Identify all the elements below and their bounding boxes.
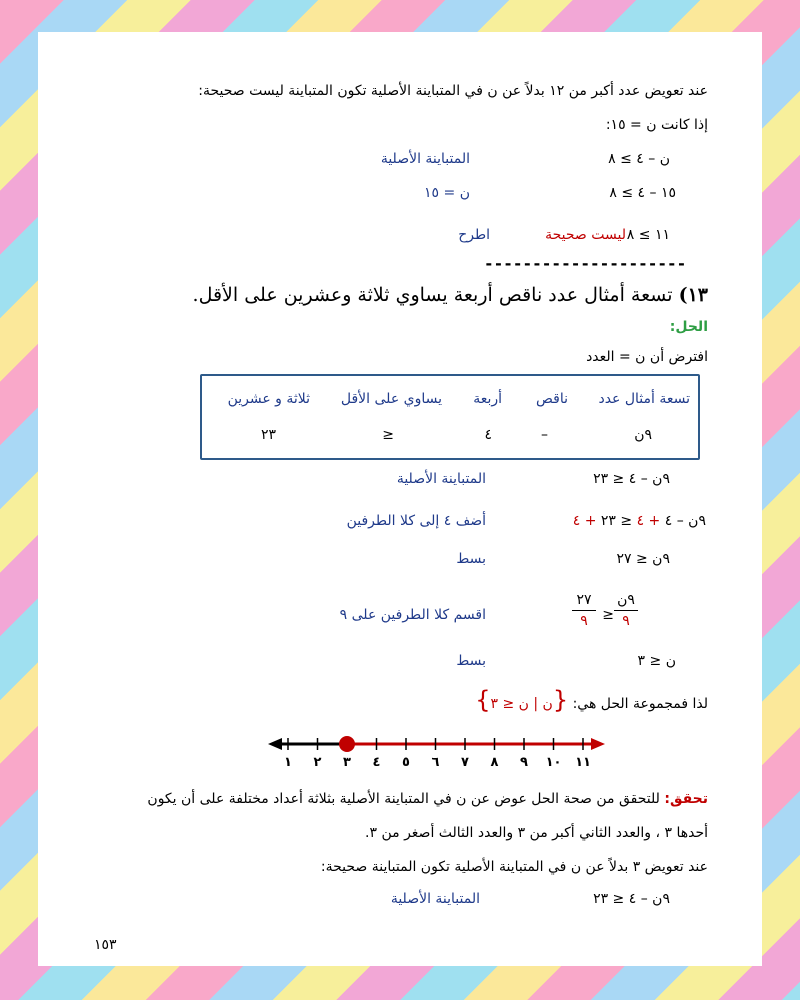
- number-line-tick-label: ١١: [575, 755, 591, 770]
- step5-left: ن ≤ ٣: [637, 653, 676, 669]
- step2-part-b: ≤ ٢٣: [600, 513, 633, 529]
- step2-add-left: + ٤: [636, 513, 661, 529]
- question-13: [193, 286, 708, 305]
- table-symbol-1: ٩ن: [634, 427, 652, 443]
- table-header-4: يساوي على الأقل: [340, 391, 442, 407]
- page: [38, 32, 762, 966]
- solution-set-value: ن | ن ≤ ٣: [490, 696, 553, 712]
- step3-right: بسط: [456, 551, 486, 567]
- number-line-tick-label: ٥: [402, 755, 410, 770]
- brace-close: }: [475, 686, 491, 714]
- step5-right: بسط: [456, 653, 486, 669]
- arrow-right-icon: [591, 738, 605, 750]
- step4-operator: ≤: [602, 607, 614, 623]
- number-line-tick-label: ٦: [431, 755, 440, 770]
- check-row-left: ٩ن – ٤ ≤ ٢٣: [593, 891, 670, 907]
- step4-num-left: ٩ن: [617, 592, 635, 608]
- translation-table: [200, 374, 700, 460]
- table-header-3: أربعة: [473, 391, 502, 407]
- solution-set: [475, 688, 708, 712]
- step2-part-a: ٩ن – ٤: [664, 513, 706, 529]
- step4-num-right: ٢٧: [576, 592, 592, 608]
- check-row-right: المتباينة الأصلية: [390, 891, 480, 907]
- separator-dashes: ---------------------: [484, 254, 687, 273]
- step2-add-right: + ٤: [572, 513, 597, 529]
- number-line-tick-label: ٣: [343, 755, 351, 770]
- row2-left: ١٥ – ٤ ≥ ٨: [609, 185, 676, 201]
- number-line-tick-label: ٢: [313, 755, 322, 770]
- row2-right: ن = ١٥: [424, 185, 470, 201]
- step3-left: ٩ن ≤ ٢٧: [616, 551, 670, 567]
- number-line-tick-label: ١٠: [545, 755, 562, 770]
- number-line-tick-label: ١: [284, 755, 292, 770]
- solution-label: الحل:: [669, 319, 708, 335]
- table-symbol-5: ٢٣: [260, 427, 276, 443]
- number-line-point: [339, 736, 355, 752]
- table-header-5: ثلاثة و عشرين: [227, 391, 310, 407]
- step4-fraction-left: [614, 592, 638, 629]
- question-text: تسعة أمثال عدد ناقص أربعة يساوي ثلاثة وعشرين على الأقل.: [192, 284, 673, 306]
- assume-line: افترض أن ن = العدد: [586, 349, 708, 365]
- step2-left: [573, 514, 706, 528]
- number-line: [258, 728, 638, 770]
- line-if: إذا كانت ن = ١٥:: [605, 117, 708, 133]
- table-symbol-4: ≤: [382, 427, 394, 443]
- check-text-1: للتحقق من صحة الحل عوض عن ن في المتباينة الأصلية بثلاثة أعداد مختلفة على أن يكون: [147, 791, 660, 807]
- check-line-2: أحدها ٣ ، والعدد الثاني أكبر من ٣ والعدد الثالث أصغر من ٣.: [365, 825, 708, 841]
- check-line-3: عند تعويض ٣ بدلاً عن ن في المتباينة الأصلية تكون المتباينة صحيحة:: [320, 859, 708, 875]
- table-symbol-2: –: [541, 427, 548, 443]
- arrow-left-icon: [268, 738, 282, 750]
- step4-den-left: ٩: [614, 610, 638, 629]
- step4-right: اقسم كلا الطرفين على ٩: [339, 607, 486, 623]
- step4-den-right: ٩: [572, 610, 596, 629]
- question-number: ١٣): [678, 284, 708, 306]
- step4-fraction-right: [572, 592, 596, 629]
- number-line-tick-label: ٩: [520, 755, 528, 770]
- solution-set-label: لذا فمجموعة الحل هي:: [572, 696, 708, 712]
- brace-open: {: [552, 686, 569, 714]
- number-line-tick-label: ٧: [461, 755, 469, 770]
- row1-left: ن – ٤ ≥ ٨: [608, 151, 670, 167]
- table-header-1: تسعة أمثال عدد: [598, 391, 690, 407]
- table-header-2: ناقص: [535, 391, 568, 407]
- check-label: تحقق:: [664, 791, 708, 807]
- number-line-tick-label: ٨: [490, 755, 499, 770]
- row3-left: ١١ ≥ ٨: [626, 227, 670, 243]
- line-intro: عند تعويض عدد أكبر من ١٢ بدلاً عن ن في المتباينة الأصلية تكون المتباينة ليست صحيحة:: [198, 83, 708, 99]
- row3-right: اطرح: [458, 227, 490, 243]
- step1-left: ٩ن – ٤ ≤ ٢٣: [593, 471, 670, 487]
- step1-right: المتباينة الأصلية: [396, 471, 486, 487]
- table-symbol-3: ٤: [484, 427, 492, 443]
- row1-right: المتباينة الأصلية: [380, 151, 470, 167]
- row3-red: ليست صحيحة: [545, 227, 626, 243]
- check-line-1: [147, 792, 708, 806]
- step2-right: أضف ٤ إلى كلا الطرفين: [346, 513, 486, 529]
- number-line-tick-label: ٤: [372, 755, 381, 770]
- page-number: ١٥٣: [94, 937, 117, 953]
